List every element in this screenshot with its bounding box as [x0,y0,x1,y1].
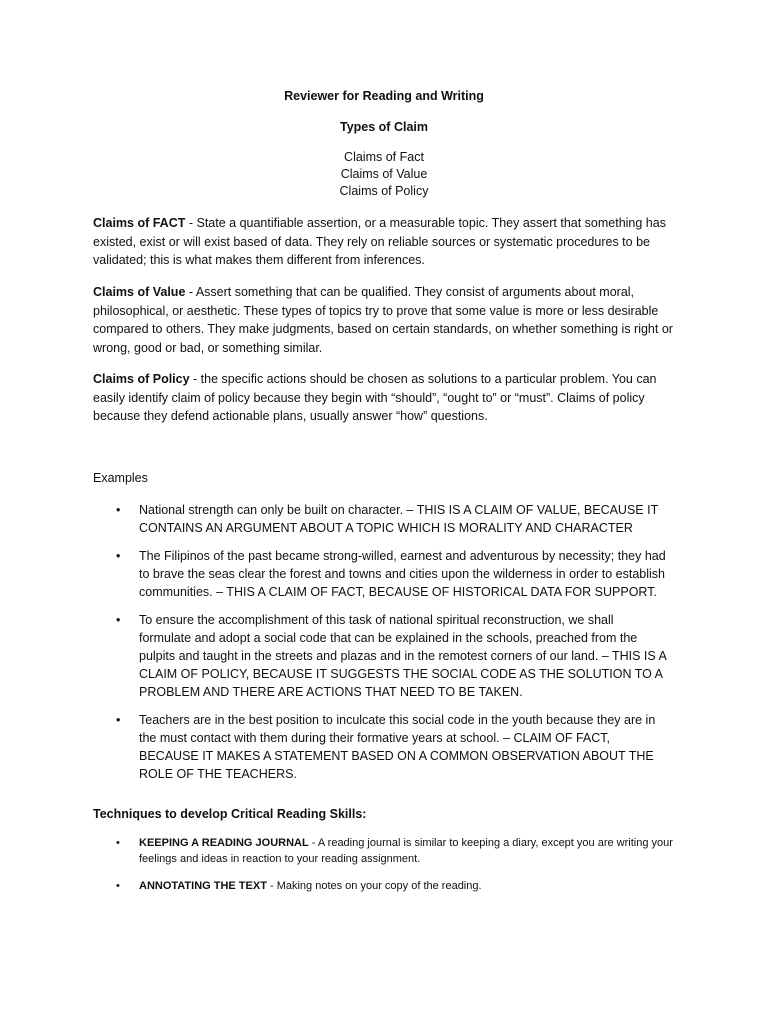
technique-term: KEEPING A READING JOURNAL [139,837,309,849]
bullet-icon: • [116,713,121,727]
list-item [0,501,768,537]
bullet-icon: • [116,549,121,563]
examples-heading: Examples [93,471,148,485]
techniques-list [0,836,768,895]
technique-term: ANNOTATING THE TEXT [139,880,267,892]
example-text: The Filipinos of the past became strong-willed, earnest and adventurous by necessity; they had to brave the seas clear the forest and towns and cities upon the wilderness in order to establish communities. – THIS A CLAIM OF FACT, BECAUSE OF HISTORICAL DATA FOR SUPPORT. [139,549,666,599]
list-item [0,879,768,895]
list-item [0,711,768,783]
term-claims-of-policy: Claims of Policy [93,372,190,386]
example-text: To ensure the accomplishment of this task of national spiritual reconstruction, we shall formulate and adopt a social code that can be explained in the schools, preached from the pulpits and taught in the streets and plazas and in the remotest corners of our land. – THIS IS A CLAIM OF POLICY, BECAUSE IT SUGGESTS THE SOCIAL CODE AS THE SOLUTION TO A PROBLEM AND THERE ARE ACTIONS THAT NEED TO BE TAKEN. [139,613,667,699]
section-subtitle: Types of Claim [340,120,428,134]
term-claims-of-fact: Claims of FACT [93,216,186,230]
list-item [0,836,768,867]
technique-text [139,836,679,867]
examples-list [0,501,768,783]
term-claims-of-value: Claims of Value [93,285,186,299]
paragraph-claims-of-policy [93,370,678,426]
document-title: Reviewer for Reading and Writing [284,89,484,103]
example-text: Teachers are in the best position to inculcate this social code in the youth because they are in the must contact with them during their formative years at school. – CLAIM OF FACT, BECAUSE IT MAKES A STATEMENT BASED ON A COMMON OBSERVATION ABOUT THE ROLE OF THE TEACHERS. [139,713,656,781]
technique-definition: - A reading journal is similar to keeping a diary, except you are writing your feelings and ideas in reaction to your reading assignment. [139,837,673,865]
list-item [0,547,768,601]
claim-type-value: Claims of Value [340,167,428,181]
bullet-icon: • [116,613,121,627]
paragraph-claims-of-fact [93,214,678,270]
technique-text [139,879,679,895]
bullet-icon: • [116,503,121,517]
technique-definition: - Making notes on your copy of the reading. [266,880,482,892]
definition-claims-of-value: - Assert something that can be qualified. They consist of arguments about moral, philosophical, or aesthetic. These types of topics try to prove that some value is more or less desirable compared to others. They make judgments, based on certain standards, on whether something is right or wrong, good or bad, or something similar. [93,285,673,355]
definition-claims-of-policy: - the specific actions should be chosen as solutions to a particular problem. You can easily identify claim of policy because they begin with “should”, “ought to” or “must”. Claims of policy because they defend actionable plans, usually answer “how” questions. [93,372,657,424]
claim-type-policy: Claims of Policy [339,184,429,198]
example-text: National strength can only be built on character. – THIS IS A CLAIM OF VALUE, BECAUSE IT CONTAINS AN ARGUMENT ABOUT A TOPIC WHICH IS MORALITY AND CHARACTER [139,503,658,535]
claim-type-fact: Claims of Fact [344,150,424,164]
paragraph-claims-of-value [93,283,678,357]
techniques-heading: Techniques to develop Critical Reading Skills: [93,807,367,821]
definition-claims-of-fact: - State a quantifiable assertion, or a measurable topic. They assert that something has existed, exist or will exist based of data. They rely on reliable sources or systematic procedures to be validated; this is what makes them different from inferences. [93,216,666,268]
list-item [0,611,768,701]
bullet-icon: • [116,880,120,892]
bullet-icon: • [116,837,120,849]
